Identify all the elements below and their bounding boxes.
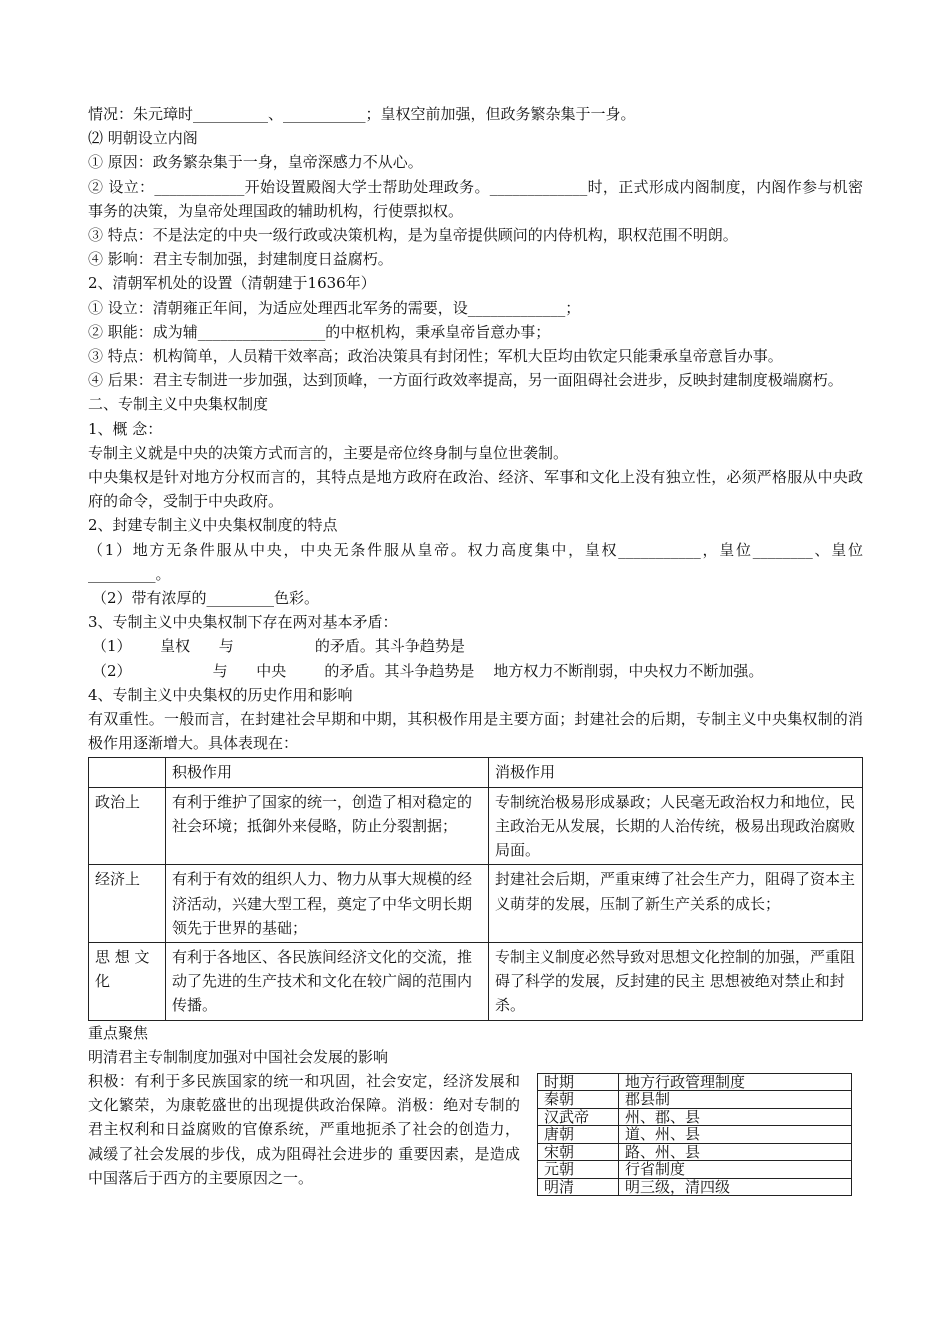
focus-paragraph: 积极：有利于多民族国家的统一和巩固，社会安定，经济发展和文化繁荣，为康乾盛世的出现提供政治保障。消极：绝对专制的君主权利和日益腐败的官僚系统，严重地扼杀了社会的创造力，减缓了社会发展的步伐，成为阻碍社会进步的 重要因素，是造成中国落后于西方的主要原因之一。 bbox=[88, 1071, 520, 1187]
section-heading: 2、封建专制主义中央集权制度的特点 bbox=[88, 516, 338, 535]
table-cell: 路、州、县 bbox=[619, 1143, 852, 1161]
table-row bbox=[538, 1108, 852, 1126]
text-line: 情况：朱元璋时__________、___________；皇权空前加强，但政务繁杂集于一身。 bbox=[88, 105, 636, 123]
table-row bbox=[89, 787, 863, 865]
section-heading: 二、专制主义中央集权制度 bbox=[88, 395, 269, 414]
table-row bbox=[538, 1161, 852, 1179]
table-cell: 经济上 bbox=[89, 865, 166, 943]
table-cell: 封建社会后期，严重束缚了社会生产力，阻碍了资本主义萌芽的发展，压制了新生产关系的成长； bbox=[489, 865, 863, 943]
table-header-row bbox=[538, 1073, 852, 1091]
table-header-row bbox=[89, 758, 863, 787]
focus-section bbox=[88, 1069, 863, 1249]
table-cell: 明清 bbox=[538, 1178, 619, 1196]
table-header-cell: 消极作用 bbox=[489, 758, 863, 787]
table-cell: 元朝 bbox=[538, 1161, 619, 1179]
text-paragraph: （1）地方无条件服从中央，中央无条件服从皇帝。权力高度集中，皇权___________，皇位________、皇位_________。 bbox=[88, 540, 863, 583]
section-heading: 2、清朝军机处的设置（清朝建于1636年） bbox=[88, 274, 376, 293]
text-line: （2） 与 中央 的矛盾。其斗争趋势是 地方权力不断削弱，中央权力不断加强。 bbox=[92, 661, 764, 680]
text-line: ② 职能：成为辅_________________的中枢机构，秉承皇帝旨意办事； bbox=[88, 322, 551, 341]
table-cell: 专制主义制度必然导致对思想文化控制的加强，严重阻碍了科学的发展，反封建的民主 思想被绝对禁止和封杀。 bbox=[489, 942, 863, 1020]
admin-system-table bbox=[537, 1073, 852, 1197]
table-cell: 有利于各地区、各民族间经济文化的交流，推动了先进的生产技术和文化在较广阔的范围内传播。 bbox=[166, 942, 489, 1020]
table-cell: 秦朝 bbox=[538, 1091, 619, 1109]
table-header-cell: 积极作用 bbox=[166, 758, 489, 787]
text-line: （1） 皇权 与 的矛盾。其斗争趋势是 bbox=[92, 637, 465, 656]
table-cell: 郡县制 bbox=[619, 1091, 852, 1109]
table-cell: 明三级，清四级 bbox=[619, 1178, 852, 1196]
table-cell: 唐朝 bbox=[538, 1126, 619, 1144]
text-line: ① 原因：政务繁杂集于一身，皇帝深感力不从心。 bbox=[88, 153, 423, 172]
focus-subtitle: 明清君主专制制度加强对中国社会发展的影响 bbox=[88, 1047, 389, 1066]
text-paragraph: ④ 后果：君主专制进一步加强，达到顶峰，一方面行政效率提高，另一面阻碍社会进步，反映封建制度极端腐朽。 bbox=[88, 371, 843, 390]
table-row bbox=[538, 1091, 852, 1109]
table-row bbox=[538, 1126, 852, 1144]
table-row bbox=[538, 1143, 852, 1161]
table-row bbox=[538, 1178, 852, 1196]
section-heading: 4、专制主义中央集权的历史作用和影响 bbox=[88, 685, 353, 704]
table-cell: 思 想 文 化 bbox=[89, 942, 166, 1020]
section-heading: 1、概 念： bbox=[88, 419, 163, 438]
text-line: ③ 特点：不是法定的中央一级行政或决策机构，是为皇帝提供顾问的内侍机构，职权范围不明朗。 bbox=[88, 226, 738, 245]
text-line: ④ 影响：君主专制加强，封建制度日益腐朽。 bbox=[88, 250, 393, 269]
text-line: ① 设立：清朝雍正年间，为适应处理西北军务的需要，设_____________； bbox=[88, 298, 581, 317]
table-cell: 有利于维护了国家的统一，创造了相对稳定的社会环境；抵御外来侵略，防止分裂割据； bbox=[166, 787, 489, 865]
text-line: 专制主义就是中央的决策方式而言的，主要是帝位终身制与皇位世袭制。 bbox=[88, 443, 569, 462]
table-cell: 道、州、县 bbox=[619, 1126, 852, 1144]
table-cell: 政治上 bbox=[89, 787, 166, 865]
section-heading: ⑵ 明朝设立内阁 bbox=[88, 129, 198, 148]
text-line: ③ 特点：机构简单，人员精干效率高；政治决策具有封闭性；军机大臣均由钦定只能秉承皇帝意旨办事。 bbox=[88, 347, 783, 366]
table-header-cell bbox=[89, 758, 166, 787]
table-header-cell: 地方行政管理制度 bbox=[619, 1073, 852, 1091]
text-paragraph: ② 设立：____________开始设置殿阁大学士帮助处理政务。_____________时，正式形成内阁制度，内阁作参与机密事务的决策，为皇帝处理国政的辅助机构，行使票拟权。 bbox=[88, 177, 863, 220]
table-cell: 专制统治极易形成暴政；人民毫无政治权力和地位，民主政治无从发展，长期的人治传统，极易出现政治腐败局面。 bbox=[489, 787, 863, 865]
text-paragraph: 中央集权是针对地方分权而言的，其特点是地方政府在政治、经济、军事和文化上没有独立性，必须严格服从中央政府的命令，受制于中央政府。 bbox=[88, 468, 863, 511]
table-row bbox=[89, 942, 863, 1020]
effects-table bbox=[88, 757, 863, 1020]
table-cell: 行省制度 bbox=[619, 1161, 852, 1179]
focus-title: 重点聚焦 bbox=[88, 1023, 149, 1042]
text-paragraph: 有双重性。一般而言，在封建社会早期和中期，其积极作用是主要方面；封建社会的后期，专制主义中央集权制的消极作用逐渐增大。具体表现在： bbox=[88, 710, 863, 753]
text-line: （2）带有浓厚的_________色彩。 bbox=[92, 589, 320, 608]
table-header-cell: 时期 bbox=[538, 1073, 619, 1091]
document-page bbox=[88, 102, 863, 1249]
section-heading: 3、专制主义中央集权制下存在两对基本矛盾： bbox=[88, 613, 398, 632]
table-cell: 汉武帝 bbox=[538, 1108, 619, 1126]
table-cell: 宋朝 bbox=[538, 1143, 619, 1161]
table-cell: 州、郡、县 bbox=[619, 1108, 852, 1126]
table-row bbox=[89, 865, 863, 943]
table-cell: 有利于有效的组织人力、物力从事大规模的经济活动，兴建大型工程，奠定了中华文明长期领先于世界的基础； bbox=[166, 865, 489, 943]
